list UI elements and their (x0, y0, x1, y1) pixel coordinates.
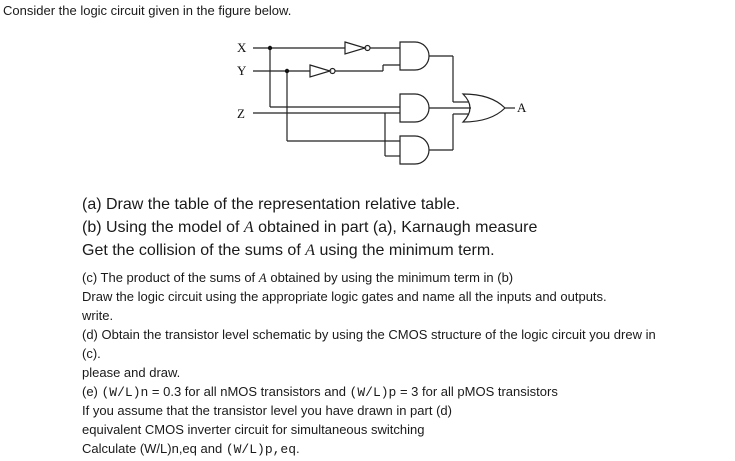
not-gate-x (345, 42, 365, 54)
part-b-line2: Get the collision of the sums of A using the minimum term. (82, 242, 495, 259)
and-gate-3 (400, 136, 429, 164)
part-c-line2: Draw the logic circuit using the appropriate logic gates and name all the inputs and outputs. (82, 289, 607, 304)
label-z: Z (237, 106, 245, 121)
logic-circuit-diagram (225, 38, 535, 173)
part-d-line1: (d) Obtain the transistor level schematic by using the CMOS structure of the logic circuit you drew in (82, 327, 656, 342)
label-a: A (517, 100, 527, 115)
part-e-line3: equivalent CMOS inverter circuit for simultaneous switching (82, 422, 425, 437)
part-d-line2: (c). (82, 346, 101, 361)
problem-intro: Consider the logic circuit given in the figure below. (3, 3, 292, 18)
part-e-line1: (e) (W/L)n = 0.3 for all nMOS transistors and (W/L)p = 3 for all pMOS transistors (82, 384, 558, 400)
label-y: Y (237, 63, 247, 78)
part-c-line3: write. (82, 308, 114, 323)
junction-x (268, 46, 272, 50)
and-gate-1 (400, 42, 429, 70)
junction-y (285, 69, 289, 73)
part-e-line2: If you assume that the transistor level you have drawn in part (d) (82, 403, 452, 418)
part-b-line1: (b) Using the model of A obtained in part (a), Karnaugh measure (82, 219, 538, 236)
part-a: (a) Draw the table of the representation relative table. (82, 196, 460, 213)
part-e-line4: Calculate (W/L)n,eq and (W/L)p,eq. (82, 441, 300, 457)
not-gate-y (310, 65, 330, 77)
part-c-line1: (c) The product of the sums of A obtained by using the minimum term in (b) (82, 270, 514, 285)
label-x: X (237, 40, 247, 55)
and-gate-2 (400, 94, 429, 122)
part-d-line3: please and draw. (82, 365, 181, 380)
